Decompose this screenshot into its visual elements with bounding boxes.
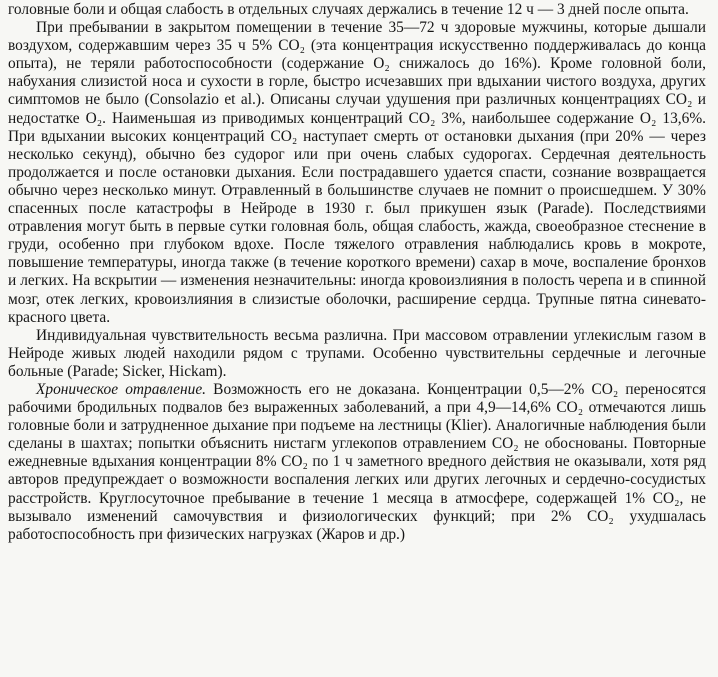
paragraph-closed-room-exposure: [8, 19, 706, 327]
paragraph-text: Возможность его не доказана. Концентрации 0,5—2% CO₂ переносятся рабочими бродильных подвалов без выраженных заболеваний, а при 4,9—14,6% CO₂ отмечаются лишь головные боли и затрудненное дыхание при подъеме на лестницы (Klier). Аналогичные наблюдения были сделаны в шахтах; попытки объяснить нистагм углекопов отравлением CO₂ не обоснованы. Повторные ежедневные вдыхания концентрации 8% CO₂ по 1 ч заметного вредного действия не оказывали, хотя ряд авторов предупреждает о возможности воспаления легких или других легочных и сердечно-сосудистых расстройств. Круглосуточное пребывание в течение 1 месяца в атмосфере, содержащей 1% CO₂, не вызывало изменений самочувствия и физиологических функций; при 2% CO₂ ухудшалась работоспособность при физических нагрузках (Жаров и др.): [8, 380, 706, 543]
paragraph-continuation: [8, 1, 706, 19]
paragraph-text: Индивидуальная чувствительность весьма различна. При массовом отравлении углекислым газом в Нейроде живых людей находили рядом с трупами. Особенно чувствительны сердечные и легочные больные (Parade; Sicker, Hickam).: [8, 326, 706, 380]
section-lead-heading: Хроническое отравление.: [36, 380, 207, 398]
paragraph-text: головные боли и общая слабость в отдельных случаях держались в течение 12 ч — 3 дней после опыта.: [8, 1, 689, 18]
paragraph-individual-sensitivity: [8, 327, 706, 381]
paragraph-chronic-poisoning: [8, 381, 706, 544]
paragraph-text: При пребывании в закрытом помещении в течение 35—72 ч здоровые мужчины, которые дышали воздухом, содержавшим через 35 ч 5% CO₂ (эта концентрация искусственно поддерживалась до конца опыта), не теряли работоспособности (содержание O₂ снижалось до 16%). Кроме головной боли, набухания слизистой носа и сухости в горле, быстро исчезавших при вдыхании чистого воздуха, других симптомов не было (Consolazio et al.). Описаны случаи удушения при различных концентрациях CO₂ и недостатке O₂. Наименьшая из приводимых концентраций CO₂ 3%, наибольшее содержание O₂ 13,6%. При вдыхании высоких концентраций CO₂ наступает смерть от остановки дыхания (при 20% — через несколько секунд), обычно без судорог или при очень слабых судорогах. Сердечная деятельность продолжается и после остановки дыхания. Если пострадавшего удается спасти, сознание возвращается обычно через несколько минут. Отравленный в большинстве случаев не помнит о происшедшем. У 30% спасенных после катастрофы в Нейроде в 1930 г. был прикушен язык (Parade). Последствиями отравления могут быть в первые сутки головная боль, общая слабость, жажда, своеобразное стеснение в груди, особенно при глубоком вдохе. После тяжелого отравления наблюдались кровь в мокроте, повышение температуры, иногда также (в течение короткого времени) сахар в моче, воспаление бронхов и легких. На вскрытии — изменения незначительны: иногда кровоизлияния в полость черепа и в спинной мозг, отек легких, кровоизлияния в слизистые оболочки, расширение сердца. Трупные пятна синевато-красного цвета.: [8, 19, 706, 326]
